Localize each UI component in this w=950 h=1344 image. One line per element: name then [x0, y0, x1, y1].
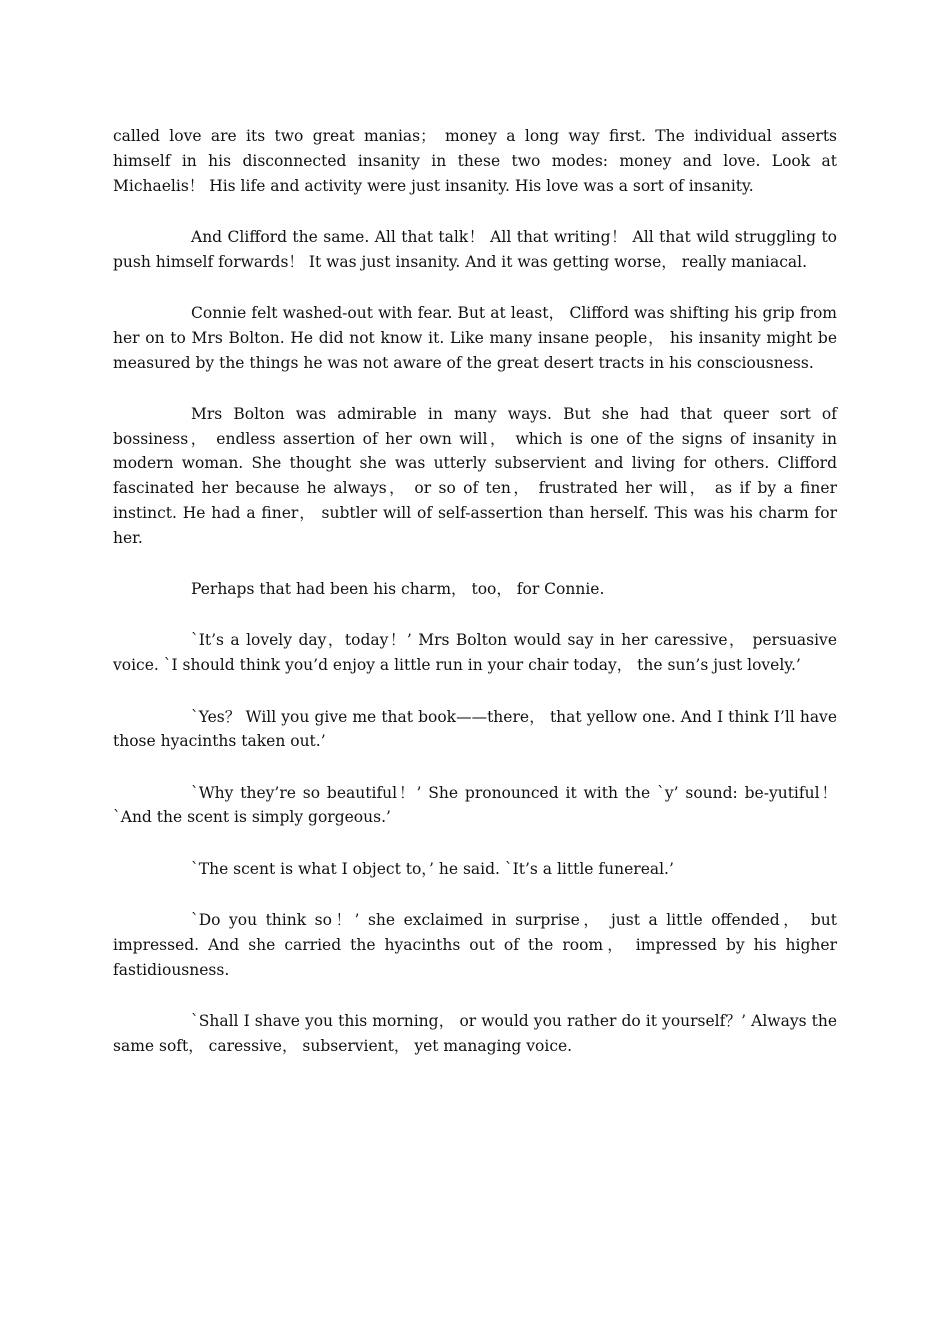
paragraph-3: Connie felt washed-out with fear. But at least， Clifford was shifting his grip from her on to Mrs Bolton. He did not know it. Like many insane people， his insanity might be measured by the things he was not aware of the great desert tracts in his consciousness.: [113, 303, 837, 372]
paragraph-5: Perhaps that had been his charm， too， for Connie.: [191, 580, 605, 599]
paragraph-6: `It’s a lovely day，today！’ Mrs Bolton would say in her caressive， persuasive voice. `I should think you’d enjoy a little run in your chair today， the sun’s just lovely.’: [113, 631, 837, 675]
paragraph-9: `The scent is what I object to，’ he said. `It’s a little funereal.’: [191, 859, 674, 878]
paragraph-7: `Yes？ Will you give me that book——there， that yellow one. And I think I’ll have those hyacinths taken out.’: [113, 707, 837, 751]
document-page: [113, 124, 837, 1085]
paragraph-10: `Do you think so！’ she exclaimed in surprise， just a little offended， but impressed. And she carried the hyacinths out of the room， impressed by his higher fastidiousness.: [113, 911, 837, 979]
paragraph-4: Mrs Bolton was admirable in many ways. But she had that queer sort of bossiness， endless assertion of her own will， which is one of the signs of insanity in modern woman. She thought she was utterly subservient and living for others. Clifford fascinated her because he always， or so of ten， frustrated her will， as if by a finer instinct. He had a finer， subtler will of self-assertion than herself. This was his charm for her.: [113, 404, 837, 547]
paragraph-1: called love are its two great manias； money a long way first. The individual asserts himself in his disconnected insanity in these two modes: money and love. Look at Michaelis！ His life and activity were just insanity. His love was a sort of insanity.: [113, 127, 837, 195]
paragraph-2: And Clifford the same. All that talk！ All that writing！ All that wild struggling to push himself forwards！ It was just insanity. And it was getting worse， really maniacal.: [113, 227, 837, 271]
paragraph-11: `Shall I shave you this morning， or would you rather do it yourself？’ Always the same soft， caressive， subservient， yet managing voice.: [113, 1011, 837, 1055]
paragraph-8: `Why they’re so beautiful！’ She pronounced it with the `y’ sound: be-yutiful！ `And the scent is simply gorgeous.’: [113, 783, 837, 827]
